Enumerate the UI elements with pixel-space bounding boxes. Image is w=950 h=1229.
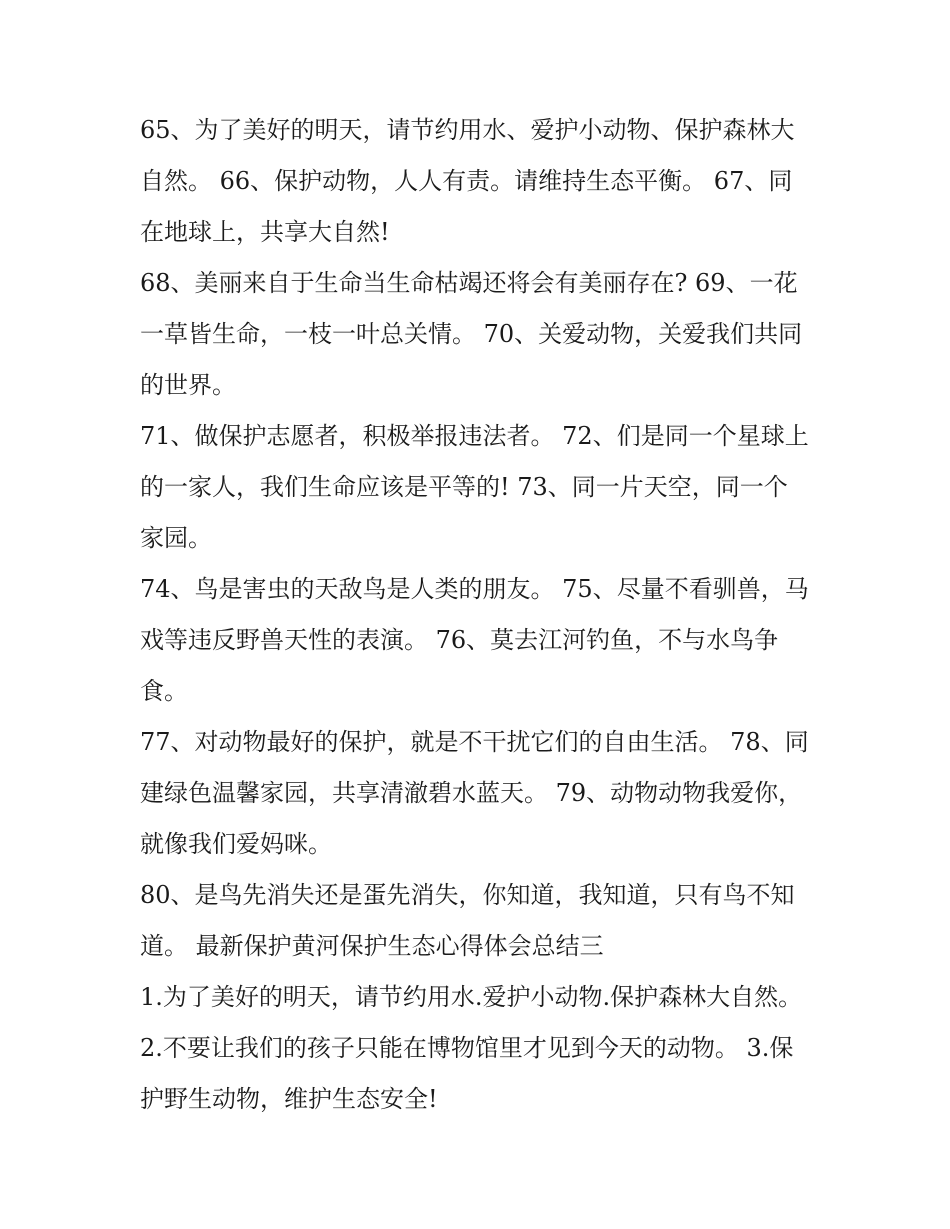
paragraph-item-2-3: 2.不要让我们的孩子只能在博物馆里才见到今天的动物。 3.保护野生动物，维护生态安全! [140,1034,794,1113]
document-body [140,105,810,1125]
paragraph-77-79: 77、对动物最好的保护，就是不干扰它们的自由生活。 78、同建绿色温馨家园，共享清澈碧水蓝天。 79、动物动物我爱你，就像我们爱妈咪。 [140,728,809,858]
paragraph-65-67: 65、为了美好的明天，请节约用水、爱护小动物、保护森林大自然。 66、保护动物，人人有责。请维持生态平衡。 67、同在地球上，共享大自然! [140,116,795,246]
paragraph-68-70: 68、美丽来自于生命当生命枯竭还将会有美丽存在? 69、一花一草皆生命，一枝一叶总关情。 70、关爱动物，关爱我们共同的世界。 [140,269,803,399]
paragraph-74-76: 74、鸟是害虫的天敌鸟是人类的朋友。 75、尽量不看驯兽，马戏等违反野兽天性的表演。 76、莫去江河钓鱼，不与水鸟争食。 [140,575,809,705]
paragraph-80-heading: 80、是鸟先消失还是蛋先消失，你知道，我知道，只有鸟不知道。 最新保护黄河保护生态心得体会总结三 [140,881,795,960]
paragraph-item-1: 1.为了美好的明天，请节约用水.爱护小动物.保护森林大自然。 [140,983,803,1011]
paragraph-71-73: 71、做保护志愿者，积极举报违法者。 72、们是同一个星球上的一家人，我们生命应该是平等的! 73、同一片天空，同一个家园。 [140,422,809,552]
